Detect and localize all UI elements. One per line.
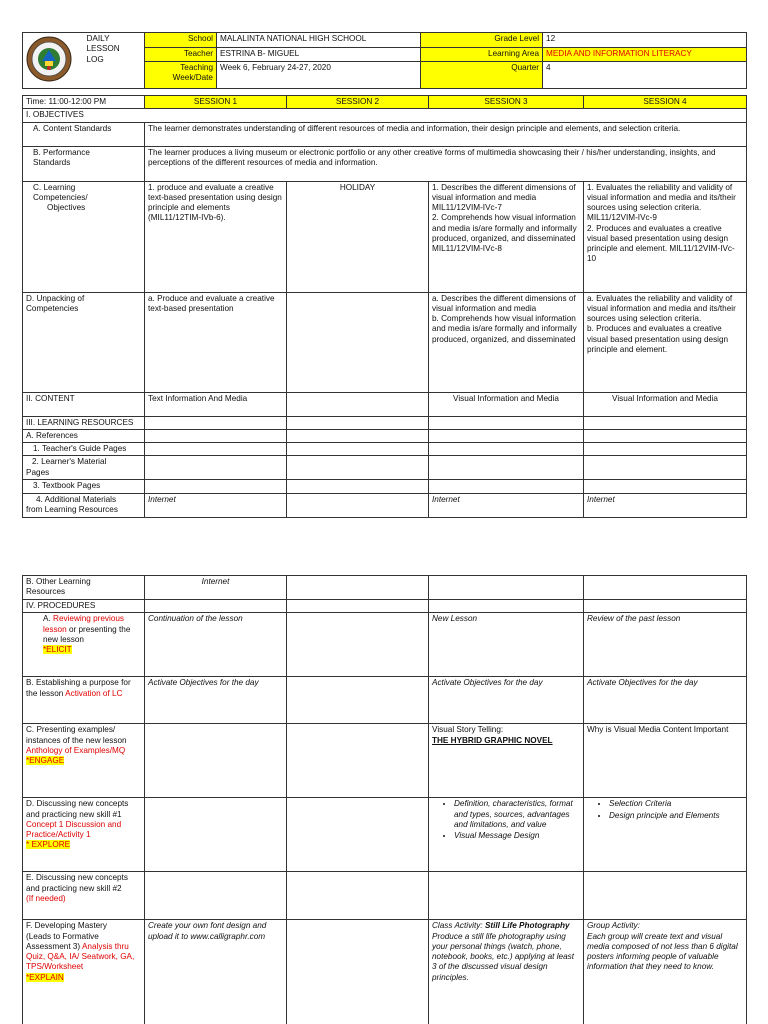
mastery-session-4 xyxy=(584,920,747,1024)
additional-materials-label xyxy=(23,493,145,517)
additional-materials-session-2 xyxy=(287,493,429,517)
empty-cell xyxy=(584,480,747,493)
unpack-s3-item: b. Comprehends how visual information and media is/are formally and informally produced, organized, and disseminated xyxy=(432,314,577,344)
content-session-2 xyxy=(287,392,429,416)
activity-heading: Group Activity: xyxy=(587,921,640,931)
empty-cell xyxy=(429,416,584,429)
content-standards-value: The learner demonstrates understanding of different resources of media and information, their design principle and elements, and selection criteria. xyxy=(145,122,747,146)
empty-cell xyxy=(145,724,287,798)
label-line: Resources xyxy=(26,587,66,597)
list-item: • Definition, characteristics, format and types, sources, advantages and limitations, and value xyxy=(454,799,580,830)
empty-cell xyxy=(287,429,429,442)
presenting-examples-label xyxy=(23,724,145,798)
unpacking-session-2 xyxy=(287,292,429,392)
label-line: Objectives xyxy=(47,203,86,212)
session-1-header: SESSION 1 xyxy=(145,96,287,109)
unpacking-session-3 xyxy=(429,292,584,392)
unpacking-session-1: a. Produce and evaluate a creative text-based presentation xyxy=(145,292,287,392)
explain-tag: *EXPLAIN xyxy=(26,972,64,982)
label-line: B. Other Learning xyxy=(26,577,91,586)
lc-session-2: HOLIDAY xyxy=(287,181,429,292)
unpacking-label xyxy=(23,292,145,392)
school-value: MALALINTA NATIONAL HIGH SCHOOL xyxy=(217,33,421,48)
session-4-header: SESSION 4 xyxy=(584,96,747,109)
empty-cell xyxy=(584,456,747,480)
header-table xyxy=(22,32,747,89)
time-cell: Time: 11:00-12:00 PM xyxy=(23,96,145,109)
empty-cell xyxy=(429,600,584,613)
school-logo-cell xyxy=(23,33,79,89)
empty-cell xyxy=(429,456,584,480)
reviewing-session-4: Review of the past lesson xyxy=(584,613,747,677)
list-item: • Selection Criteria xyxy=(609,799,743,809)
empty-cell xyxy=(287,443,429,456)
label-red-text: Anthology of Examples/MQ xyxy=(26,745,126,755)
label-red-text: Analysis thru Quiz, Q&A, IA/ Seatwork, GA, TPS/Worksheet xyxy=(26,941,135,972)
label-line: B. Performance xyxy=(33,147,90,157)
examples-session-4: Why is Visual Media Content Important xyxy=(584,724,747,798)
empty-cell xyxy=(287,416,429,429)
label-line: 4. Additional Materials xyxy=(36,494,117,504)
additional-materials-session-4: Internet xyxy=(584,493,747,517)
content-session-3: Visual Information and Media xyxy=(429,392,584,416)
label-text: or presenting the new lesson xyxy=(43,624,131,644)
empty-cell xyxy=(584,429,747,442)
reviewing-lesson-label xyxy=(23,613,145,677)
teachers-guide-label: 1. Teacher's Guide Pages xyxy=(23,443,145,456)
label-text: C. Presenting examples/ instances of the new lesson xyxy=(26,725,127,745)
discussing-concepts-2-label xyxy=(23,872,145,920)
empty-cell xyxy=(287,613,429,677)
developing-mastery-label xyxy=(23,920,145,1024)
learning-competencies-label xyxy=(23,181,145,292)
unpack-s3-item: a. Describes the different dimensions of visual information and media xyxy=(432,293,576,313)
explore-tag: * EXPLORE xyxy=(26,840,71,850)
empty-cell xyxy=(145,443,287,456)
empty-cell xyxy=(584,600,747,613)
log-title-line: LOG xyxy=(86,54,104,64)
teacher-label: Teacher xyxy=(145,47,217,62)
purpose-session-1: Activate Objectives for the day xyxy=(145,677,287,724)
empty-cell xyxy=(287,798,429,872)
activity-title: Still Life Photography xyxy=(484,921,570,931)
mastery-session-3 xyxy=(429,920,584,1024)
empty-cell xyxy=(145,798,287,872)
content-session-1: Text Information And Media xyxy=(145,392,287,416)
label-red-text: Concept 1 Discussion and Practice/Activity 1 xyxy=(26,819,122,839)
unpack-s4-item: a. Evaluates the reliability and validity of visual information and media and its/their sources using selection criteria. xyxy=(587,293,736,323)
lc-session-4 xyxy=(584,181,747,292)
empty-cell xyxy=(429,443,584,456)
empty-cell xyxy=(584,416,747,429)
content-standards-label: A. Content Standards xyxy=(23,122,145,146)
lc-s3-item: 1. Describes the different dimensions of visual information and media MIL11/12VIM-IVc-7 xyxy=(432,182,576,212)
school-seal-icon xyxy=(25,35,73,83)
empty-cell xyxy=(145,456,287,480)
learners-material-label xyxy=(23,456,145,480)
empty-cell xyxy=(287,576,429,600)
label-line: Pages xyxy=(26,467,50,477)
empty-cell xyxy=(584,576,747,600)
label-prefix: A. xyxy=(43,614,51,624)
content-session-4: Visual Information and Media xyxy=(584,392,747,416)
lc-s4-item: 1. Evaluates the reliability and validity of visual information and media and its/their sources using selection criteria. MIL11/12VIM-IVc-9 xyxy=(587,182,736,223)
label-red-text: Reviewing previous lesson xyxy=(43,614,125,634)
quarter-value: 4 xyxy=(543,62,747,89)
learning-area-label: Learning Area xyxy=(421,47,543,62)
grade-label: Grade Level xyxy=(421,33,543,48)
label-text: F. Developing Mastery xyxy=(26,921,107,931)
empty-cell xyxy=(287,920,429,1024)
empty-cell xyxy=(584,443,747,456)
label-text: (Leads to Formative Assessment 3) xyxy=(26,931,99,951)
examples-s3-subtitle: THE HYBRID GRAPHIC NOVEL xyxy=(432,735,553,745)
lc-session-3 xyxy=(429,181,584,292)
empty-cell xyxy=(429,480,584,493)
empty-cell xyxy=(145,416,287,429)
log-title-line: DAILY xyxy=(86,34,110,43)
procedures-table xyxy=(22,575,747,1024)
label-line: D. Unpacking of xyxy=(26,293,85,303)
empty-cell xyxy=(145,872,287,920)
engage-tag: *ENGAGE xyxy=(26,756,65,765)
activity-body: Produce a still life photography using your personal things (watch, phone, notebook, books, etc.) applying at least 3 of the discussed visual design principles. xyxy=(432,931,575,982)
label-line: C. Learning xyxy=(33,182,76,192)
establishing-purpose-label xyxy=(23,677,145,724)
empty-cell xyxy=(287,456,429,480)
other-resources-label xyxy=(23,576,145,600)
purpose-session-4: Activate Objectives for the day xyxy=(584,677,747,724)
school-label: School xyxy=(145,33,217,48)
reviewing-session-3: New Lesson xyxy=(429,613,584,677)
empty-cell xyxy=(287,724,429,798)
activity-body: Each group will create text and visual media composed of not less than 6 digital posters informing people of valuable information that they need to know. xyxy=(587,931,738,972)
label-line: Standards xyxy=(33,157,71,167)
unpacking-session-4 xyxy=(584,292,747,392)
label-text: D. Discussing new concepts and practicing new skill #1 xyxy=(26,799,129,819)
label-line: 2. Learner's Material xyxy=(32,457,107,467)
examples-s3-title: Visual Story Telling: xyxy=(432,725,504,735)
examples-session-3 xyxy=(429,724,584,798)
discussion-list xyxy=(432,799,580,841)
additional-materials-session-3: Internet xyxy=(429,493,584,517)
teaching-label-line: Week/Date xyxy=(172,73,213,83)
label-line: Competencies xyxy=(26,303,79,313)
learning-area-value: MEDIA AND INFORMATION LITERACY xyxy=(543,47,747,62)
activity-heading: Class Activity: xyxy=(432,921,485,931)
references-label: A. References xyxy=(23,429,145,442)
label-text: E. Discussing new concepts and practicing new skill #2 xyxy=(26,873,128,893)
unpack-s4-item: b. Produces and evaluates a creative visual based presentation using design principle and element. xyxy=(587,324,729,354)
log-title-line: LESSON xyxy=(86,44,120,54)
elicit-tag: *ELICIT xyxy=(43,645,72,654)
quarter-label: Quarter xyxy=(421,62,543,89)
log-title-cell xyxy=(79,33,145,89)
label-text: B. Establishing a purpose for the lesson xyxy=(26,678,131,698)
empty-cell xyxy=(287,677,429,724)
session-2-header: SESSION 2 xyxy=(287,96,429,109)
session-3-header: SESSION 3 xyxy=(429,96,584,109)
teaching-label-line: Teaching xyxy=(180,63,213,73)
grade-value: 12 xyxy=(543,33,747,48)
empty-cell xyxy=(584,872,747,920)
list-item: • Design principle and Elements xyxy=(609,811,743,821)
lc-s3-item: 2. Comprehends how visual information and media is/are formally and informally produced, organized, and disseminated MIL11/12VIM-IVc-8 xyxy=(432,213,577,253)
mastery-session-1: Create your own font design and upload it to www.calligraphr.com xyxy=(145,920,287,1024)
performance-standards-value: The learner produces a living museum or electronic portfolio or any other creative forms of multimedia showcasing their / his/her understanding, insights, and perceptions of the different resources of media and information. xyxy=(145,146,747,181)
empty-cell xyxy=(145,480,287,493)
lc-s4-item: 2. Produces and evaluates a creative visual based presentation using design principle and element. MIL11/12VIM-IVc-10 xyxy=(587,223,735,264)
textbook-label: 3. Textbook Pages xyxy=(23,480,145,493)
lc-session-1: 1. produce and evaluate a creative text-based presentation using design principle and elements (MIL11/12TIM-IVb-6). xyxy=(145,181,287,292)
discussing-session-3 xyxy=(429,798,584,872)
additional-materials-session-1: Internet xyxy=(145,493,287,517)
empty-cell xyxy=(429,576,584,600)
empty-cell xyxy=(287,872,429,920)
empty-cell xyxy=(145,429,287,442)
discussing-session-4 xyxy=(584,798,747,872)
performance-standards-label xyxy=(23,146,145,181)
objectives-heading: I. OBJECTIVES xyxy=(23,109,747,122)
label-red-text: Activation of LC xyxy=(65,688,123,698)
label-red-text: (If needed) xyxy=(26,893,66,903)
label-line: from Learning Resources xyxy=(26,504,118,514)
reviewing-session-1: Continuation of the lesson xyxy=(145,613,287,677)
label-line: Competencies/ xyxy=(33,192,88,202)
teaching-week-value: Week 6, February 24-27, 2020 xyxy=(217,62,421,89)
empty-cell xyxy=(429,872,584,920)
list-item: • Visual Message Design xyxy=(454,831,580,841)
teacher-value: ESTRINA B- MIGUEL xyxy=(217,47,421,62)
empty-cell xyxy=(287,480,429,493)
learning-resources-label: III. LEARNING RESOURCES xyxy=(23,416,145,429)
teaching-week-label xyxy=(145,62,217,89)
content-label: II. CONTENT xyxy=(23,392,145,416)
purpose-session-3: Activate Objectives for the day xyxy=(429,677,584,724)
procedures-heading: IV. PROCEDURES xyxy=(23,600,145,613)
discussing-concepts-1-label xyxy=(23,798,145,872)
empty-cell xyxy=(287,600,429,613)
objectives-table xyxy=(22,95,747,518)
discussion-list xyxy=(587,799,743,821)
other-resources-session-1: Internet xyxy=(145,576,287,600)
empty-cell xyxy=(429,429,584,442)
empty-cell xyxy=(145,600,287,613)
